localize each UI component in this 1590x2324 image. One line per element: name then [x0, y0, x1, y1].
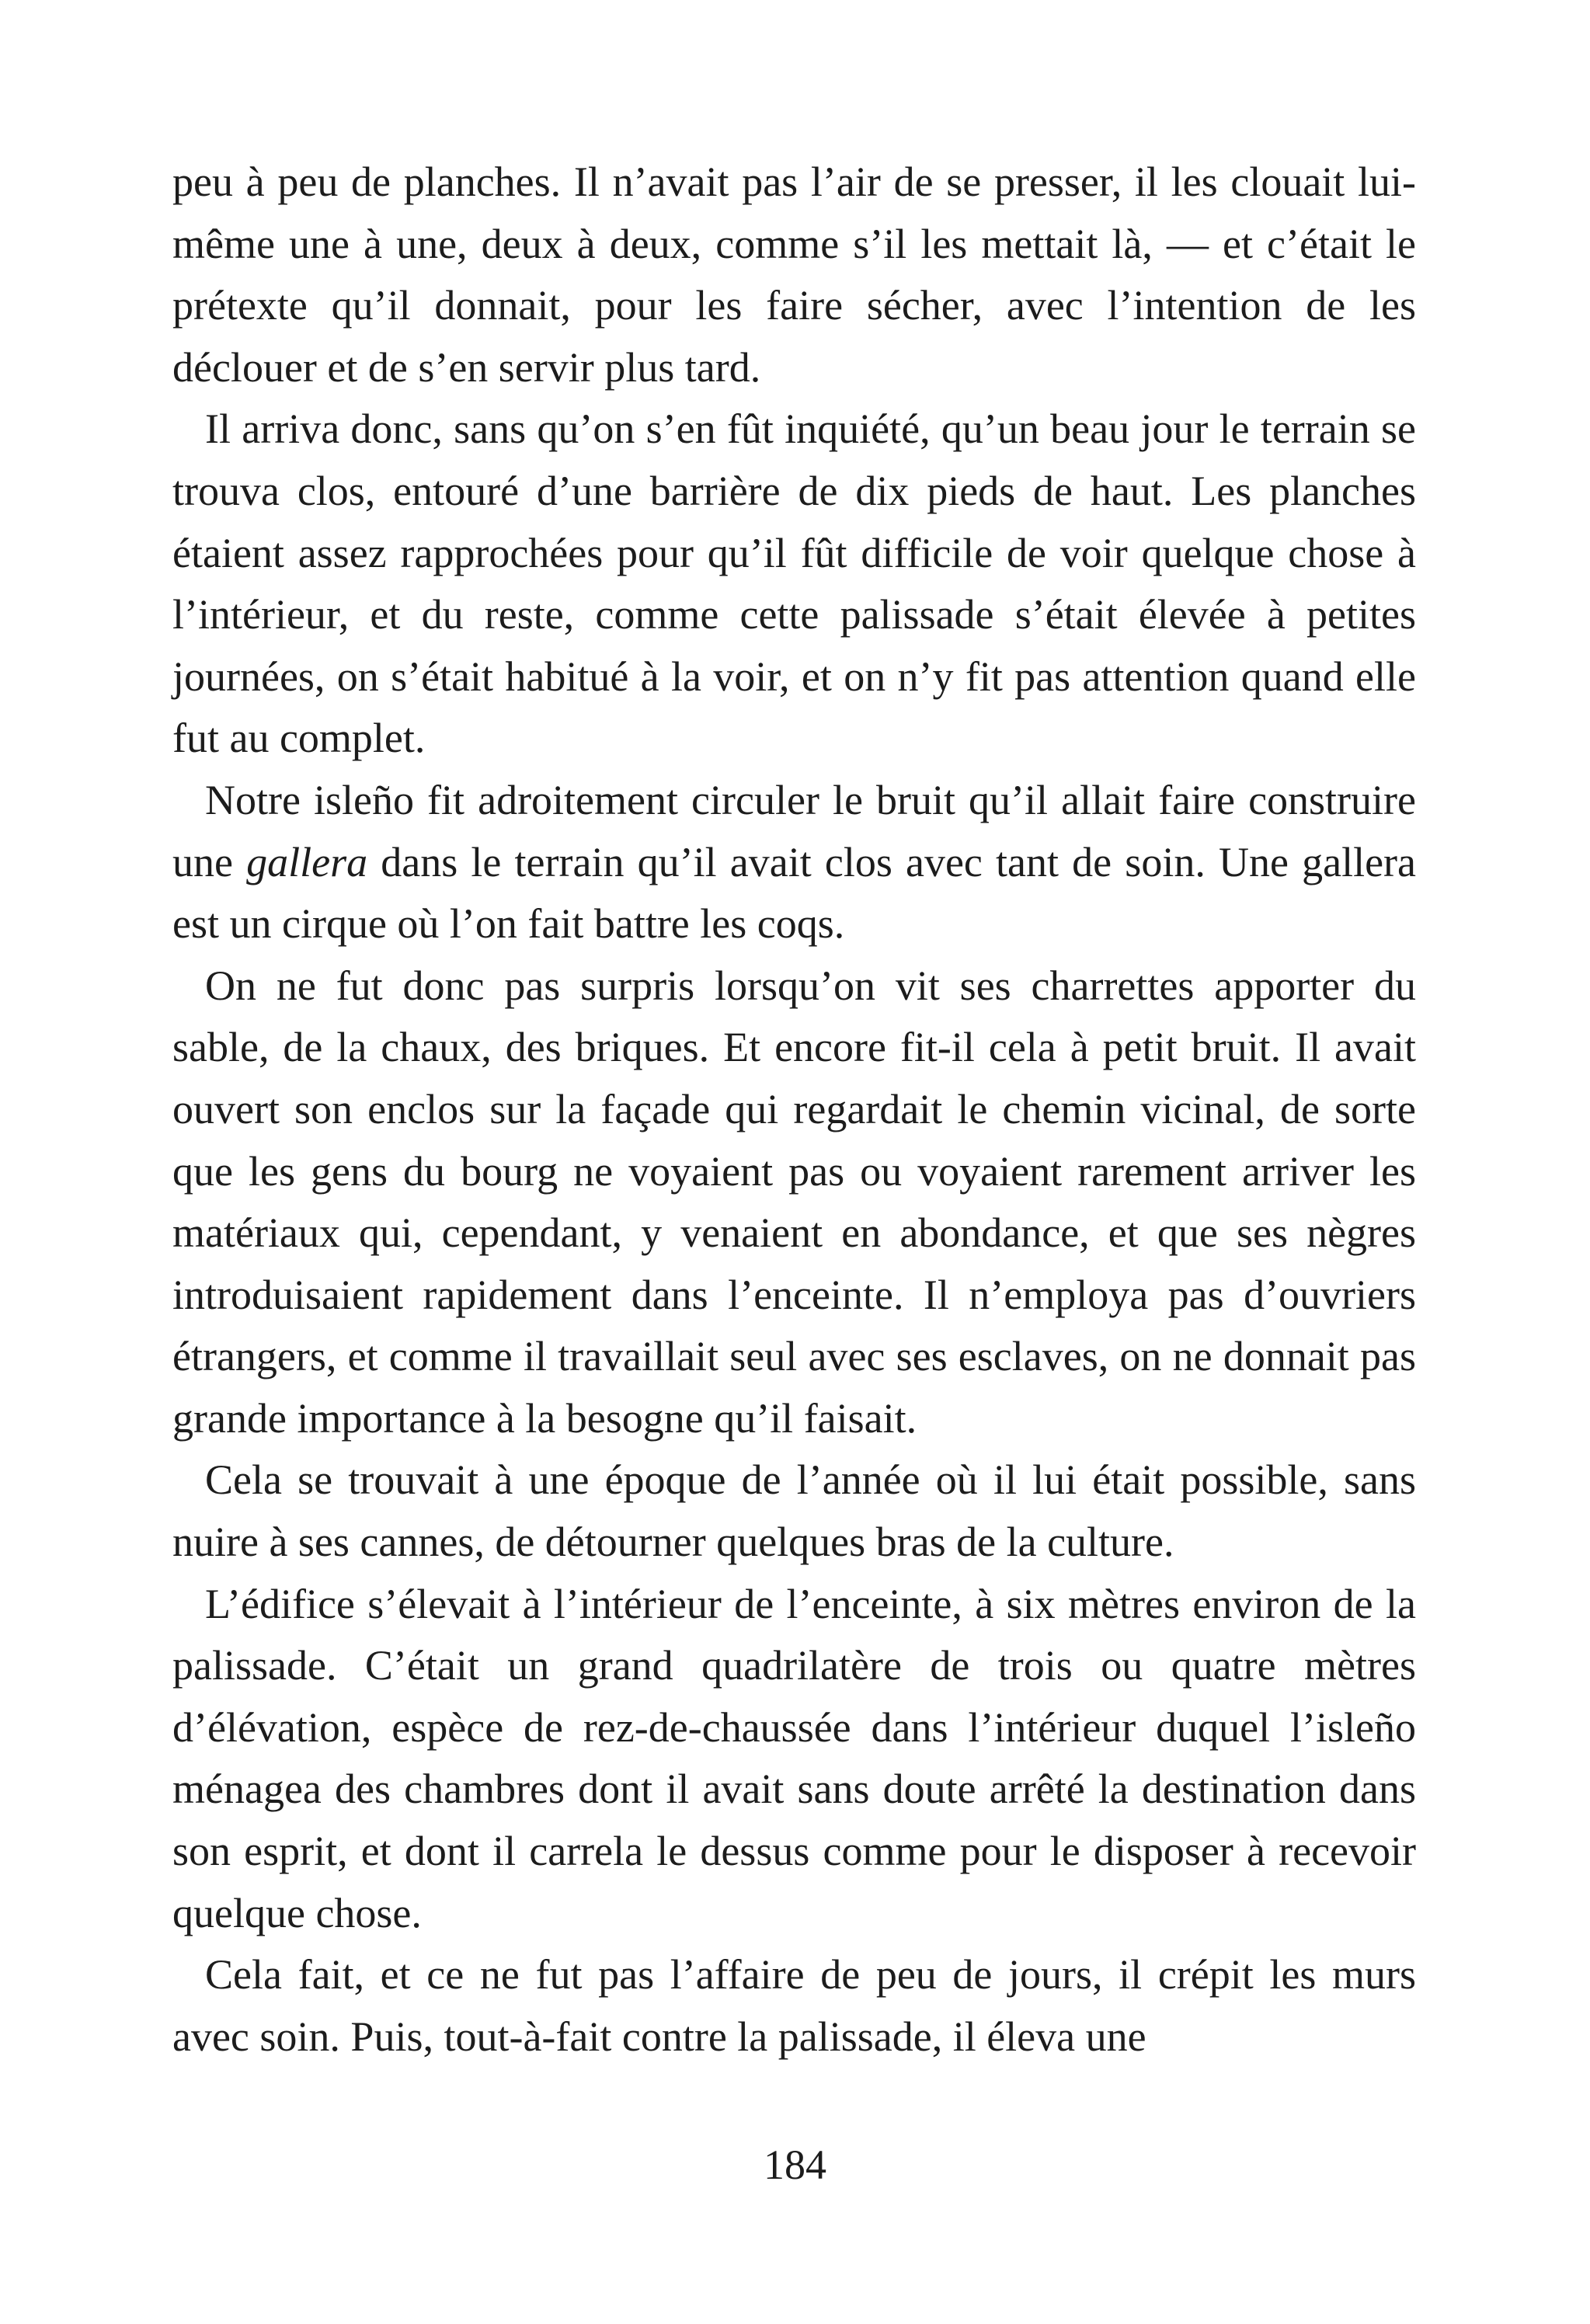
- paragraph-text: dans le terrain qu’il avait clos avec tant de soin. Une gallera est un cirque où l’on fait battre les coqs.: [172, 838, 1416, 948]
- paragraph-3: [172, 770, 1416, 955]
- italic-term-gallera: gallera: [246, 838, 368, 885]
- paragraph-text: peu à peu de planches. Il n’avait pas l’air de se presser, il les clouait lui-même une à une, deux à deux, comme s’il les mettait là, — et c’était le prétexte qu’il donnait, pour les faire sécher, avec l’intention de les déclouer et de s’en servir plus tard.: [172, 158, 1416, 391]
- paragraph-text: Notre isleño fit adroitement circuler le bruit qu’il allait faire construire une: [172, 776, 1416, 885]
- paragraph-4: [172, 955, 1416, 1450]
- paragraph-6: [172, 1574, 1416, 1945]
- paragraph-7: [172, 1944, 1416, 2068]
- page-number: 184: [764, 2141, 826, 2188]
- paragraph-text: Cela fait, et ce ne fut pas l’affaire de peu de jours, il crépit les murs avec soin. Puis, tout-à-fait contre la palissade, il éleva une: [172, 1951, 1416, 2060]
- paragraph-text: Il arriva donc, sans qu’on s’en fût inquiété, qu’un beau jour le terrain se trouva clos, entouré d’une barrière de dix pieds de haut. Les planches étaient assez rapprochées pour qu’il fût difficile de voir quelque chose à l’intérieur, et du reste, comme cette palissade s’était élevée à petites journées, on s’était habitué à la voir, et on n’y fit pas attention quand elle fut au complet.: [172, 405, 1416, 762]
- paragraph-text: L’édifice s’élevait à l’intérieur de l’enceinte, à six mètres environ de la palissade. C’était un grand quadrilatère de trois ou quatre mètres d’élévation, espèce de rez-de-chaussée dans l’intérieur duquel l’isleño ménagea des chambres dont il avait sans doute arrêté la destination dans son esprit, et dont il carrela le dessus comme pour le disposer à recevoir quelque chose.: [172, 1580, 1416, 1936]
- page-body: [172, 151, 1416, 2068]
- paragraph-text: Cela se trouvait à une époque de l’année où il lui était possible, sans nuire à ses cannes, de détourner quelques bras de la culture.: [172, 1456, 1416, 1566]
- paragraph-text: On ne fut donc pas surpris lorsqu’on vit ses charrettes apporter du sable, de la chaux, des briques. Et encore fit-il cela à petit bruit. Il avait ouvert son enclos sur la façade qui regardait le chemin vicinal, de sorte que les gens du bourg ne voyaient pas ou voyaient rarement arriver les matériaux qui, cependant, y venaient en abondance, et que ses nègres introduisaient rapidement dans l’enceinte. Il n’employa pas d’ouvriers étrangers, et comme il travaillait seul avec ses esclaves, on ne donnait pas grande importance à la besogne qu’il faisait.: [172, 962, 1416, 1442]
- paragraph-2: [172, 398, 1416, 770]
- paragraph-1: [172, 151, 1416, 398]
- paragraph-5: [172, 1449, 1416, 1573]
